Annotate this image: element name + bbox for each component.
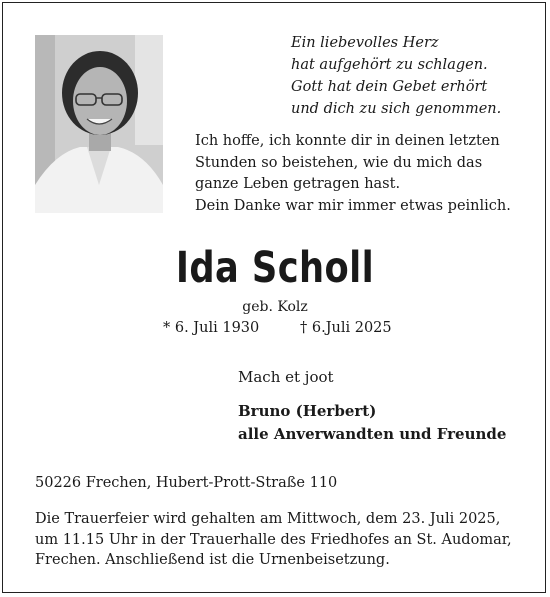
quote-line: Ich hoffe, ich konnte dir in deinen letzten [195,133,500,149]
birth-date: * 6. Juli 1930 [163,320,260,336]
funeral-line: um 11.15 Uhr in der Trauerhalle des Friedhofes an St. Audomar, [35,531,512,548]
motto: Mach et joot [238,368,334,386]
maiden-name: geb. Kolz [242,299,308,315]
portrait-photo [35,35,163,213]
deceased-name: Ida Scholl [175,243,375,293]
quote-line: Stunden so beistehen, wie du mich das [195,154,483,171]
poem-verse [291,32,531,120]
poem-line: hat aufgehört zu schlagen. [291,57,488,73]
mourners-list [238,400,506,446]
poem-line: und dich zu sich genommen. [291,101,502,117]
mourning-address: 50226 Frechen, Hubert-Prott-Straße 110 [35,475,338,491]
funeral-line: Die Trauerfeier wird gehalten am Mittwoch, dem 23. Juli 2025, [35,511,501,527]
poem-line: Ein liebevolles Herz [291,35,439,51]
mourner-name: Bruno (Herbert) [238,402,377,420]
poem-line: Gott hat dein Gebet erhört [291,79,488,95]
mourner-name: alle Anverwandten und Freunde [238,425,507,443]
portrait-photo-icon [35,35,163,213]
quote-line: ganze Leben getragen hast. [195,176,401,192]
funeral-line: Frechen. Anschließend ist die Urnenbeisetzung. [35,552,390,568]
quote-line: Dein Danke war mir immer etwas peinlich. [195,197,511,214]
personal-quote [195,131,525,217]
death-date: † 6.Juli 2025 [300,320,392,336]
funeral-details [35,509,515,571]
